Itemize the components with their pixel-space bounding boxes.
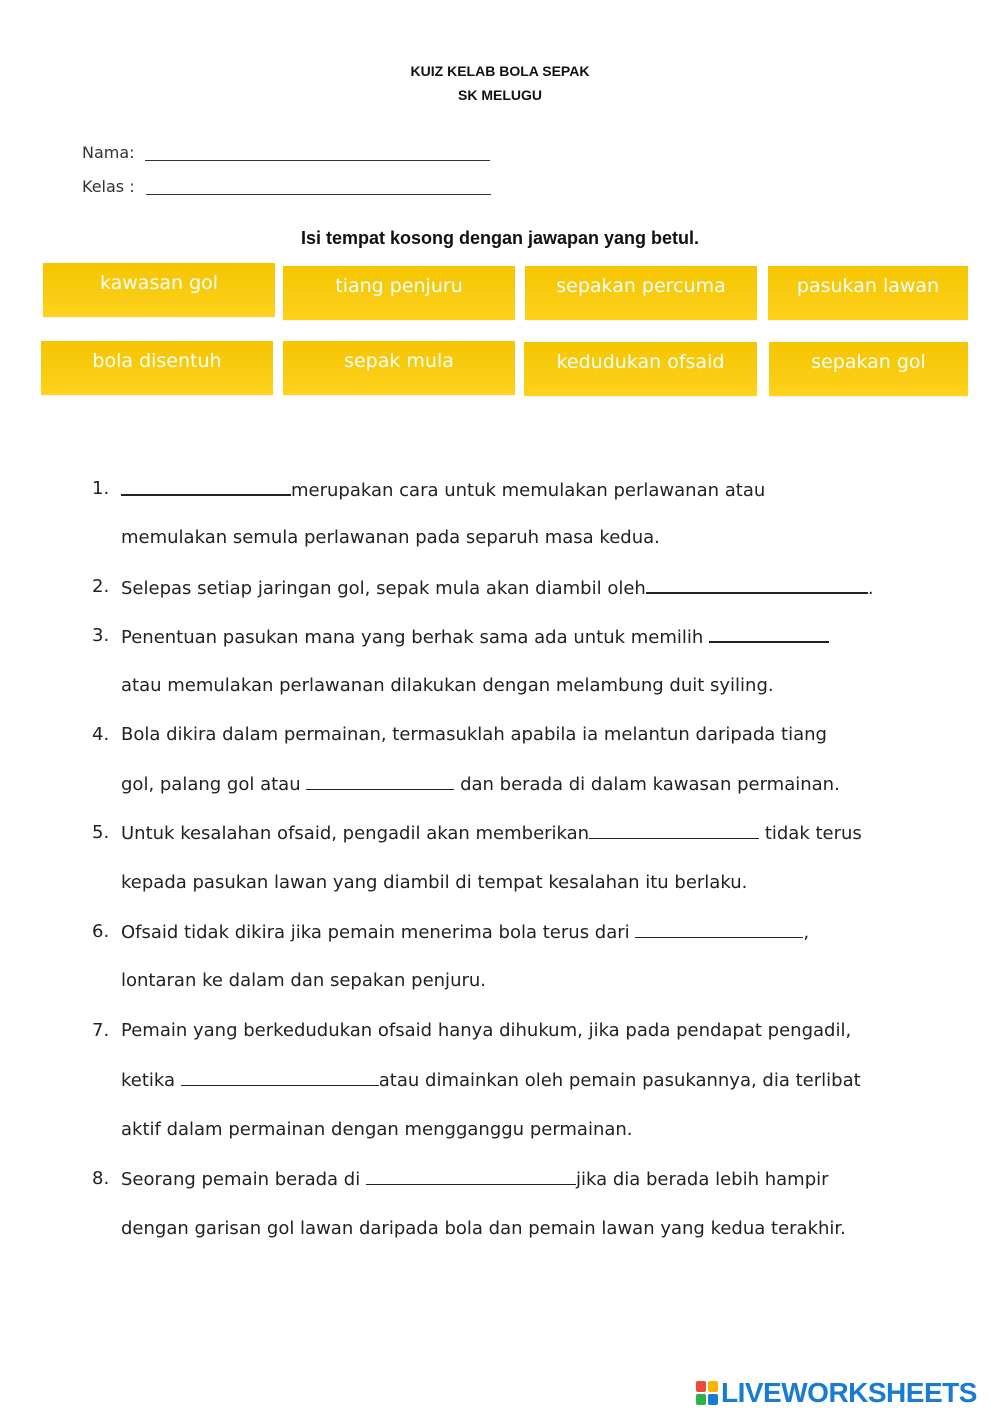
liveworksheets-logo (696, 1378, 977, 1408)
school-name: SK MELUGU (458, 87, 542, 103)
question-text (121, 822, 862, 844)
answer-blank-3[interactable] (709, 625, 829, 643)
answer-blank-4[interactable] (306, 773, 454, 790)
question-text-part: ketika (121, 1070, 181, 1091)
word-chip-tiang-penjuru[interactable]: tiang penjuru (283, 266, 515, 320)
answer-blank-1[interactable] (121, 478, 291, 496)
question-text-part: atau memulakan perlawanan dilakukan dengan melambung duit syiling. (121, 675, 774, 696)
word-chip-bola-disentuh[interactable]: bola disentuh (41, 341, 273, 395)
question-text-part: dan berada di dalam kawasan permainan. (454, 774, 840, 795)
question-text-part: aktif dalam permainan dengan mengganggu permainan. (121, 1119, 633, 1140)
question-text-part: lontaran ke dalam dan sepakan penjuru. (121, 970, 487, 991)
answer-blank-7[interactable] (181, 1069, 379, 1086)
question-text-part: Pemain yang berkedudukan ofsaid hanya dihukum, jika pada pendapat pengadil, (121, 1020, 852, 1041)
question-text-part: gol, palang gol atau (121, 774, 307, 795)
worksheet-title: KUIZ KELAB BOLA SEPAK (410, 63, 590, 79)
question-text-part: tidak terus (759, 823, 862, 844)
question-text-part: merupakan cara untuk memulakan perlawanan atau (291, 480, 766, 501)
answer-blank-8[interactable] (366, 1168, 576, 1185)
question-text-part: jika dia berada lebih hampir (575, 1169, 829, 1190)
question-text-part: , (803, 922, 810, 943)
nama-input-line[interactable] (145, 160, 490, 161)
question-text-part: atau dimainkan oleh pemain pasukannya, dia terlibat (378, 1070, 861, 1091)
question-text-part: Penentuan pasukan mana yang berhak sama ada untuk memilih (121, 627, 710, 648)
kelas-field (82, 177, 135, 196)
answer-blank-5[interactable] (589, 822, 759, 839)
question-text (121, 773, 840, 795)
question-text-part: . (867, 578, 874, 599)
question-number: 4. (92, 724, 110, 745)
question-text (121, 1168, 829, 1190)
question-text-part: dengan garisan gol lawan daripada bola dan pemain lawan yang kedua terakhir. (121, 1218, 846, 1239)
question-text-part: kepada pasukan lawan yang diambil di tempat kesalahan itu berlaku. (121, 872, 748, 893)
question-text-part: Ofsaid tidak dikira jika pemain menerima bola terus dari (121, 922, 636, 943)
nama-field (82, 143, 135, 162)
question-number: 1. (92, 478, 110, 499)
question-text (121, 1069, 861, 1091)
kelas-input-line[interactable] (146, 194, 491, 195)
question-number: 7. (92, 1020, 110, 1041)
liveworksheets-brand: LIVEWORKSHEETS (721, 1377, 977, 1408)
instruction: Isi tempat kosong dengan jawapan yang betul. (300, 228, 700, 248)
question-text-part: Untuk kesalahan ofsaid, pengadil akan memberikan (121, 823, 590, 844)
word-chip-pasukan-lawan[interactable]: pasukan lawan (768, 266, 968, 320)
question-text-part: Seorang pemain berada di (121, 1169, 366, 1190)
kelas-label: Kelas : (82, 177, 135, 196)
question-text-part: memulakan semula perlawanan pada separuh masa kedua. (121, 527, 660, 548)
question-text (121, 921, 809, 943)
question-number: 8. (92, 1168, 110, 1189)
word-chip-sepakan-gol[interactable]: sepakan gol (769, 342, 968, 396)
word-chip-sepakan-percuma[interactable]: sepakan percuma (525, 266, 757, 320)
question-text (121, 625, 829, 648)
question-number: 3. (92, 625, 110, 646)
word-chip-sepak-mula[interactable]: sepak mula (283, 341, 515, 395)
question-text (121, 478, 765, 501)
answer-blank-2[interactable] (646, 576, 868, 594)
answer-blank-6[interactable] (635, 921, 803, 938)
question-text-part: Bola dikira dalam permainan, termasuklah apabila ia melantun daripada tiang (121, 724, 827, 745)
question-text-part: Selepas setiap jaringan gol, sepak mula akan diambil oleh (121, 578, 646, 599)
word-chip-kawasan-gol[interactable]: kawasan gol (43, 263, 275, 317)
liveworksheets-logo-icon (696, 1381, 718, 1405)
question-number: 2. (92, 576, 110, 597)
word-chip-kedudukan-ofsaid[interactable]: kedudukan ofsaid (524, 342, 757, 396)
question-number: 5. (92, 822, 110, 843)
question-number: 6. (92, 921, 110, 942)
nama-label: Nama: (82, 143, 135, 162)
question-text (121, 576, 874, 599)
